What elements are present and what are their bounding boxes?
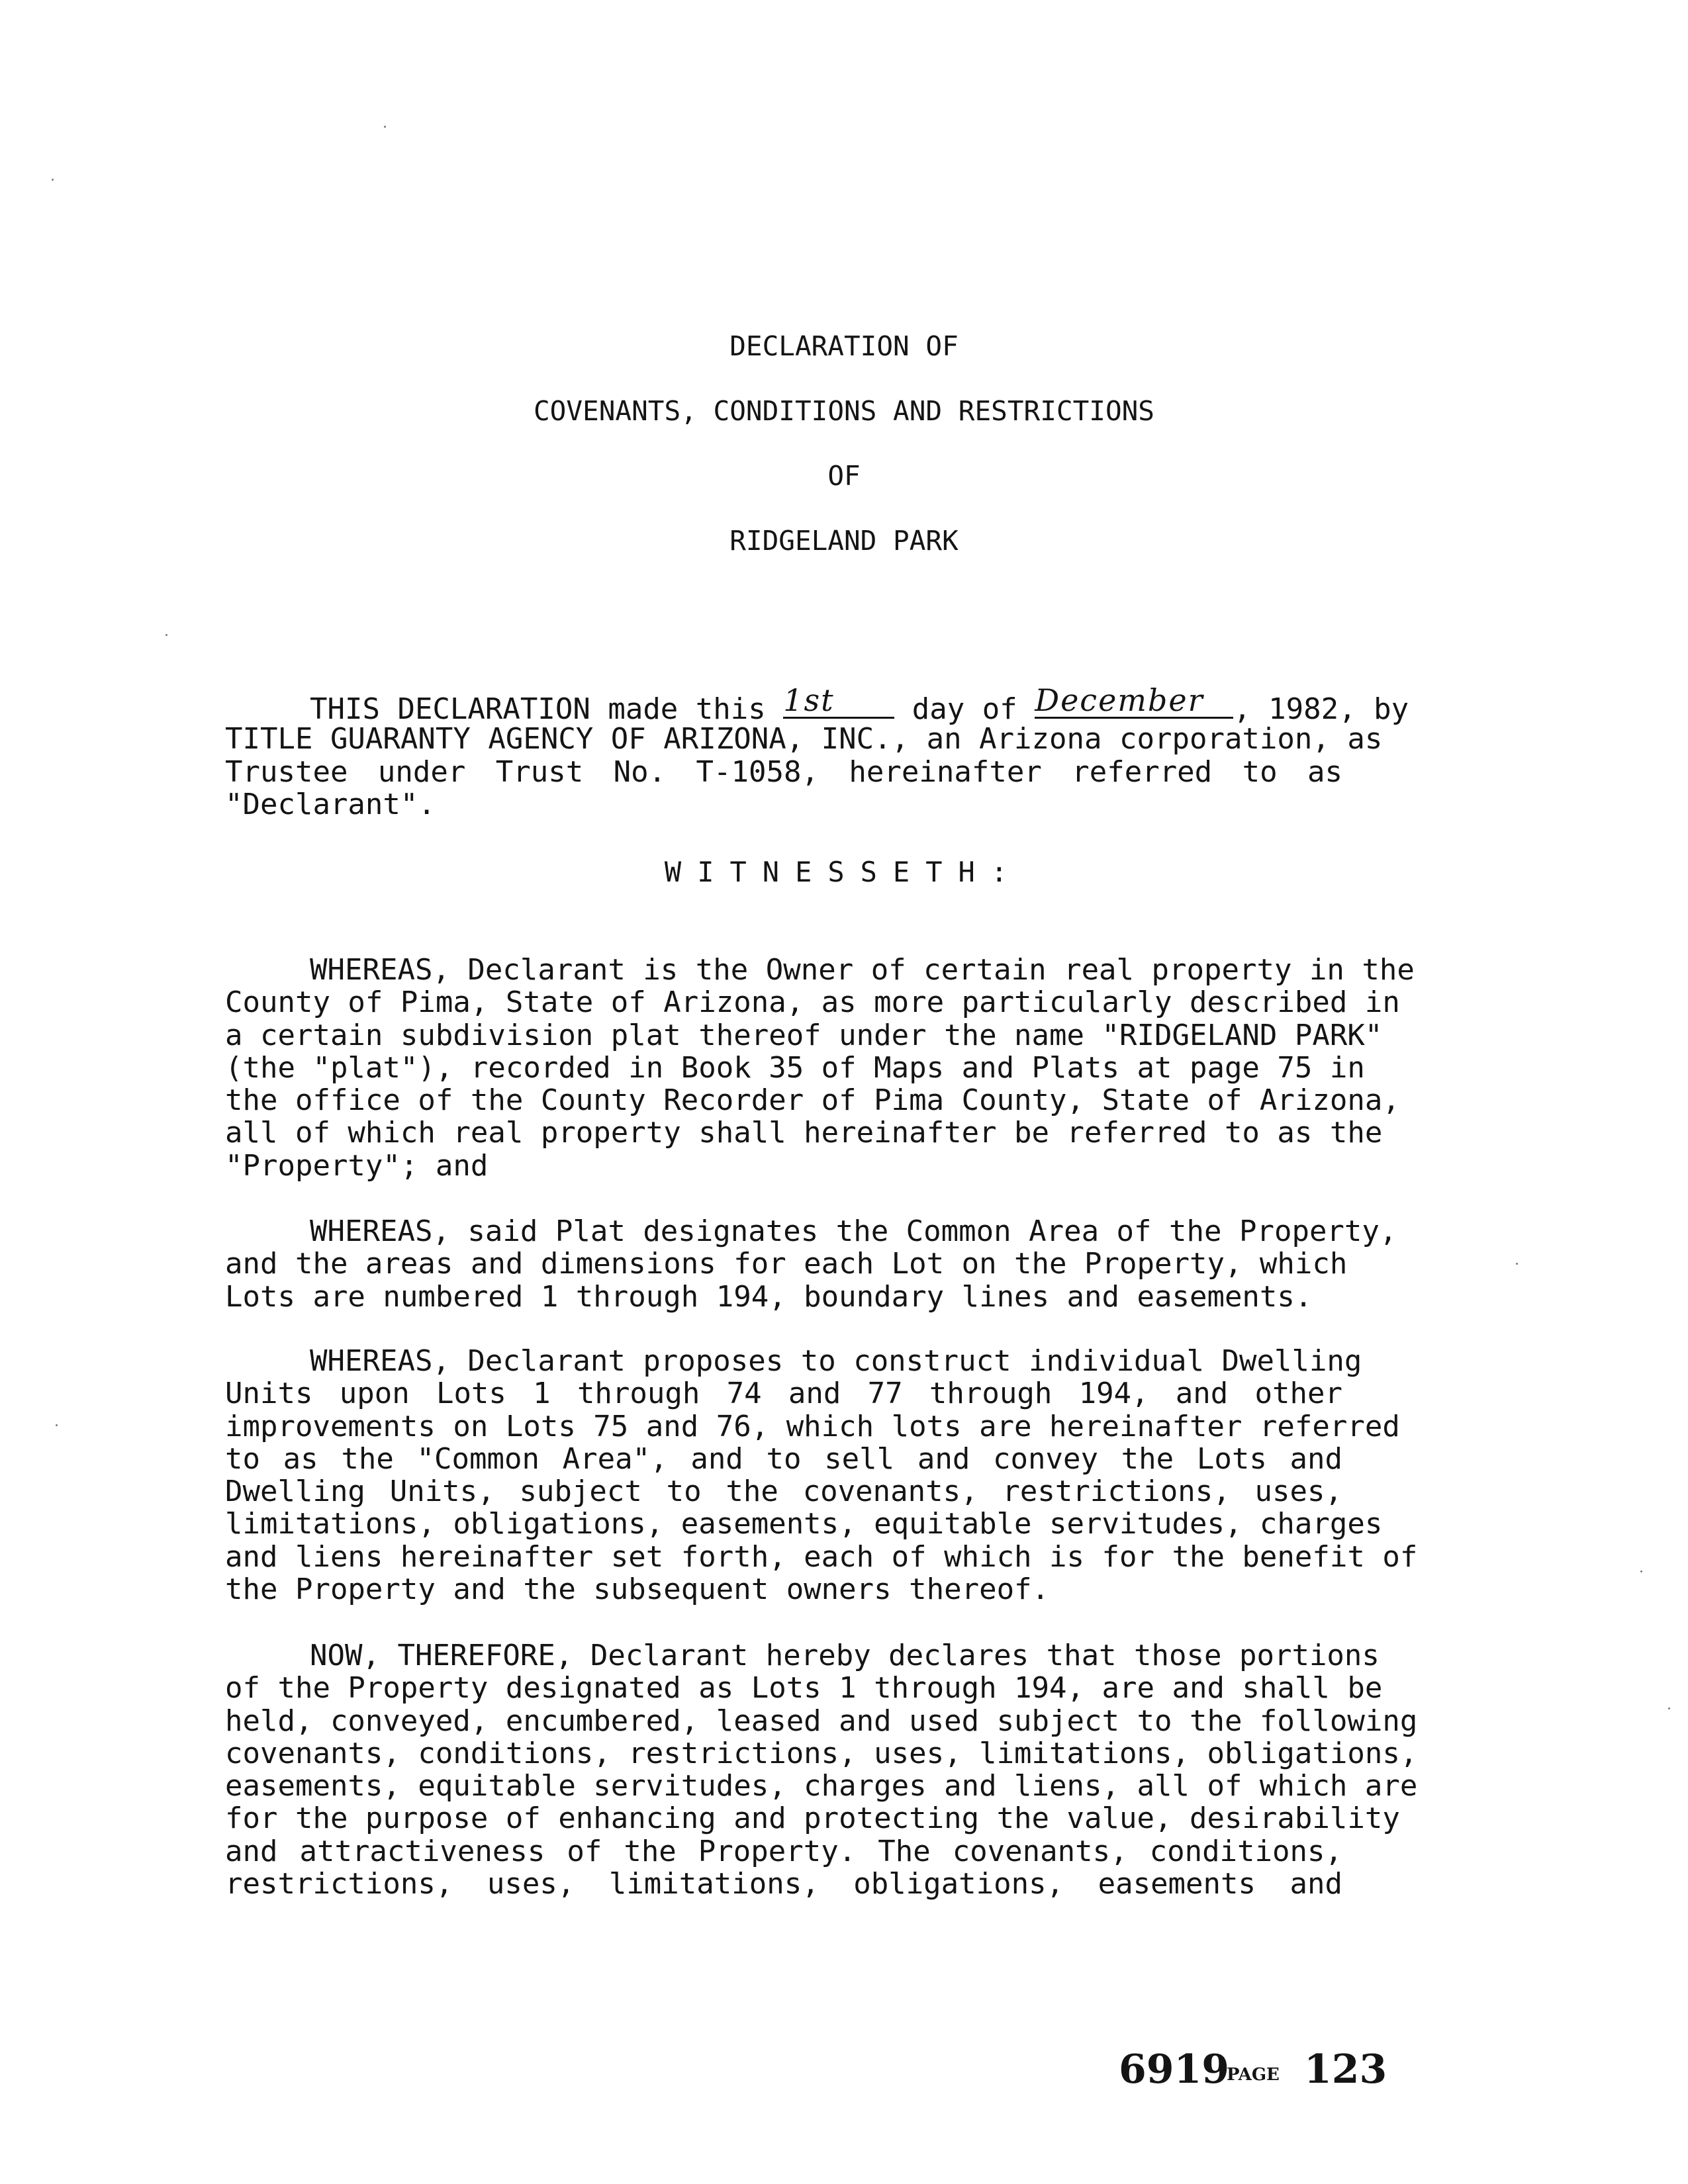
para1-line: (the "plat"), recorded in Book 35 of Maps and Plats at page 75 in [225, 1050, 1365, 1085]
intro-line-1 [225, 682, 1409, 726]
para3-line: and liens hereinafter set forth, each of which is for the benefit of [225, 1539, 1418, 1574]
scan-speck [1516, 1263, 1518, 1265]
scan-speck [384, 126, 386, 128]
para4-line: and attractiveness of the Property. The covenants, conditions, [225, 1834, 1342, 1868]
para3-line: to as the "Common Area", and to sell and convey the Lots and [225, 1441, 1342, 1476]
intro-paragraph [225, 682, 1409, 821]
para1-line: the office of the County Recorder of Pima County, State of Arizona, [225, 1083, 1400, 1118]
para1-line: "Property"; and [225, 1148, 489, 1183]
title-line-2: COVENANTS, CONDITIONS AND RESTRICTIONS [534, 395, 1154, 427]
title-line-4: RIDGELAND PARK [729, 525, 959, 557]
intro-text-3: , 1982, by [1233, 692, 1409, 726]
intro-line-2: TITLE GUARANTY AGENCY OF ARIZONA, INC., an Arizona corporation, as [225, 722, 1383, 756]
para1-line: WHEREAS, Declarant is the Owner of certain real property in the [310, 953, 1415, 987]
para2-line: and the areas and dimensions for each Lot on the Property, which [225, 1247, 1348, 1281]
para4-line: for the purpose of enhancing and protecting the value, desirability [225, 1801, 1400, 1836]
day-blank [783, 682, 894, 719]
whereas-paragraph-1 [225, 953, 1415, 1183]
month-blank [1035, 682, 1233, 719]
intro-line-4: "Declarant". [225, 787, 436, 821]
page-label: PAGE [1227, 2065, 1280, 2085]
scan-speck [1640, 1570, 1642, 1572]
title-line-3: OF [827, 460, 861, 492]
scan-speck [1668, 1707, 1670, 1709]
para4-line: held, conveyed, encumbered, leased and used subject to the following [225, 1704, 1418, 1738]
para4-line: covenants, conditions, restrictions, uses, limitations, obligations, [225, 1736, 1418, 1770]
para3-line: the Property and the subsequent owners thereof. [225, 1572, 1050, 1607]
now-therefore-paragraph [225, 1639, 1418, 1901]
para3-line: Units upon Lots 1 through 74 and 77 through 194, and other [225, 1377, 1342, 1411]
para4-line: of the Property designated as Lots 1 through 194, are and shall be [225, 1671, 1383, 1706]
para3-line: improvements on Lots 75 and 76, which lots are hereinafter referred [225, 1409, 1400, 1443]
para2-line: WHEREAS, said Plat designates the Common Area of the Property, [310, 1214, 1397, 1248]
para3-line: WHEREAS, Declarant proposes to construct individual Dwelling [310, 1344, 1362, 1378]
para2-line: Lots are numbered 1 through 194, boundary lines and easements. [225, 1279, 1313, 1314]
witnesseth-heading: WITNESSETH: [664, 856, 1024, 888]
page-number: 123 [1304, 2046, 1387, 2093]
para4-line: NOW, THEREFORE, Declarant hereby declares that those portions [310, 1639, 1380, 1672]
title-line-1: DECLARATION OF [729, 330, 959, 362]
handwritten-month: December [1035, 682, 1204, 718]
whereas-paragraph-3 [225, 1344, 1418, 1607]
whereas-paragraph-2 [225, 1214, 1397, 1314]
para3-line: limitations, obligations, easements, equitable servitudes, charges [225, 1507, 1383, 1541]
para4-line: easements, equitable servitudes, charges and liens, all of which are [225, 1769, 1418, 1803]
intro-text-1: THIS DECLARATION made this [310, 692, 766, 726]
intro-line-3: Trustee under Trust No. T-1058, hereinafter referred to as [225, 754, 1342, 789]
para1-line: all of which real property shall hereinafter be referred to as the [225, 1116, 1383, 1150]
scan-speck [165, 634, 167, 636]
para1-line: a certain subdivision plat thereof under the name "RIDGELAND PARK" [225, 1018, 1383, 1052]
scan-speck [52, 179, 54, 181]
intro-text-2: day of [912, 692, 1017, 726]
para4-line: restrictions, uses, limitations, obligations, easements and [225, 1867, 1342, 1901]
handwritten-day: 1st [783, 682, 835, 718]
scan-speck [56, 1424, 58, 1426]
recording-stamp [1119, 2046, 1397, 2099]
para3-line: Dwelling Units, subject to the covenants, restrictions, uses, [225, 1475, 1342, 1509]
para1-line: County of Pima, State of Arizona, as more particularly described in [225, 985, 1400, 1020]
book-number: 6919 [1119, 2046, 1229, 2093]
